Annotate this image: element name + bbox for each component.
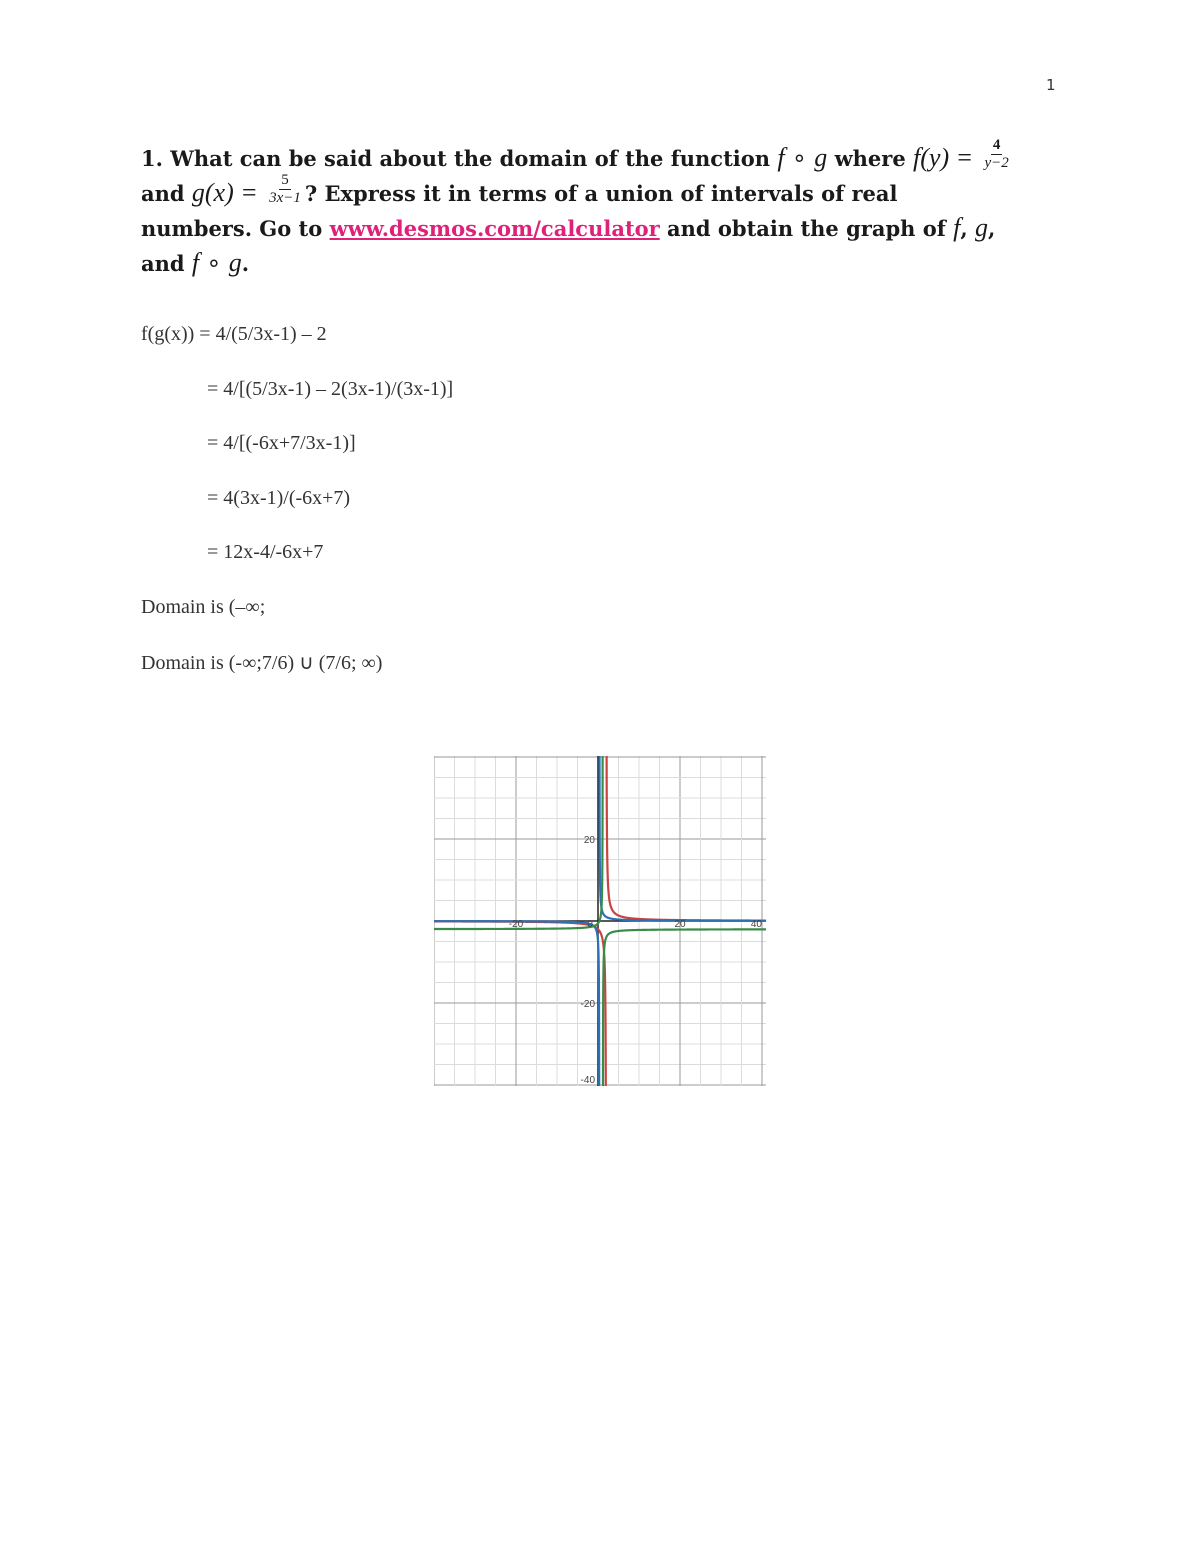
g-definition-fraction [267, 172, 303, 207]
question-number: 1. [141, 146, 163, 171]
y-tick-label: 20 [583, 835, 595, 846]
work-line-5: = 12x-4/-6x+7 [207, 541, 324, 563]
desmos-link[interactable]: www.desmos.com/calculator [329, 216, 660, 241]
y-tick-label: -40 [580, 1075, 595, 1086]
and-word-2: and [141, 251, 185, 276]
question-line-4 [141, 245, 1061, 280]
desmos-graph [434, 756, 766, 1086]
page-number: 1 [1046, 76, 1056, 94]
work-line-3: = 4/[(-6x+7/3x-1)] [207, 432, 356, 454]
question-text-1: What can be said about the domain of the function [170, 146, 771, 171]
question-text-3a: numbers. Go to [141, 216, 323, 241]
work-line-4: = 4(3x-1)/(-6x+7) [207, 487, 351, 509]
work-line-1: f(g(x)) = 4/(5/3x-1) – 2 [141, 323, 327, 345]
f-definition-lhs: f(y) = [913, 143, 974, 172]
x-tick-label: 40 [750, 919, 762, 930]
x-tick-label: 20 [674, 919, 686, 930]
domain-line-1: Domain is (–∞; [141, 596, 266, 618]
fog-f: f [777, 143, 785, 172]
question-line-2 [141, 172, 1061, 210]
question-text-2: ? Express it in terms of a union of intervals of real [304, 181, 898, 206]
g-fraction-numerator: 5 [281, 172, 289, 188]
f-list: f [953, 213, 961, 242]
x-tick-label: -20 [508, 919, 524, 930]
where-word: where [834, 146, 906, 171]
question-line-3 [141, 210, 1061, 245]
g-list: g [974, 213, 988, 242]
fog-g: g [814, 143, 828, 172]
period: . [241, 251, 250, 276]
and-word: and [141, 181, 185, 206]
question-block [141, 137, 1061, 280]
domain-line-2: Domain is (-∞;7/6) ∪ (7/6; ∞) [141, 652, 383, 674]
f-definition-fraction [982, 137, 1010, 172]
g-definition-lhs: g(x) = [191, 178, 258, 207]
g-fraction-denominator: 3x−1 [269, 190, 301, 206]
compose-symbol-2: ∘ [206, 251, 222, 277]
question-line-1 [141, 137, 1061, 175]
f-fraction-numerator: 4 [992, 137, 1001, 153]
y-tick-label: -20 [580, 999, 595, 1010]
fog-end-f: f [191, 248, 200, 277]
f-fraction-denominator: y−2 [984, 155, 1009, 171]
fog-end-g: g [228, 248, 242, 277]
comma-1: , [960, 216, 968, 241]
question-text-3b: and obtain the graph of [667, 216, 946, 241]
comma-2: , [987, 216, 996, 241]
x-tick-label: 0 [587, 919, 593, 930]
work-line-2: = 4/[(5/3x-1) – 2(3x-1)/(3x-1)] [207, 378, 454, 400]
compose-symbol: ∘ [791, 146, 807, 172]
